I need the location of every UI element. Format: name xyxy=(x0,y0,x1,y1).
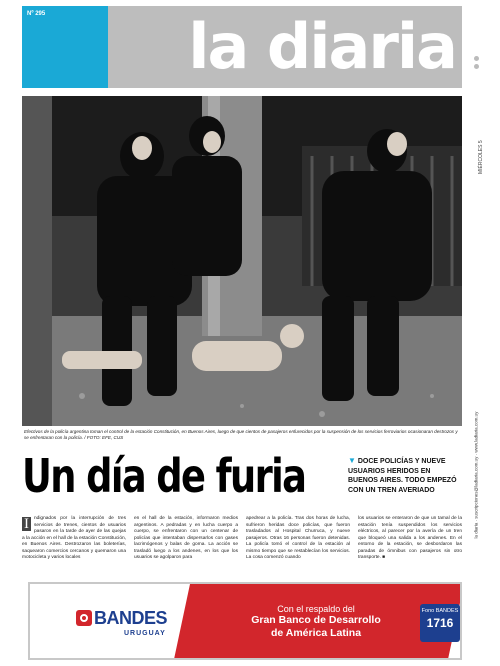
article-column-3: apedrear a la policía. Tras dos horas de lucha, sufrieron heridas doce policías, que fueron trasladados al Hospital Churruca, y nueve pasajeros. Otras 16 personas fueron detenidas. La policía tomó el control de la estación al mismo tiempo que se restablecían los servicios. La cosa comenzó cuando xyxy=(246,516,350,560)
masthead-cyan-block xyxy=(22,6,108,88)
headline-deck xyxy=(348,456,462,495)
side-strip xyxy=(466,6,494,660)
phone-badge-label: Fono BANDES xyxy=(421,608,459,614)
article-column-4: los usuarios se enteraron de que un tamal de la estación tenía suspendidos los servicios eléctricos, al parecer por la avería de un tren que bloqueó una salida a los andenes. En el entorno de la estación, se desbordaron las paradas de ómnibus con pasajeros sin otro transporte. ■ xyxy=(358,516,462,560)
article-column-2: en el hall de la estación, informaron medios argentinos. A pedradas y en lucha cuerpo a cuerpo, se enfrentaron con un centenar de policías que intentaban dispersarlos con gases lacrimógenos y balas de goma. La acción se trasladó luego a los andenes, en los que los usuarios se agolparon para xyxy=(134,516,238,560)
ad-brand-name: BANDES xyxy=(94,608,168,628)
main-headline[interactable]: Un día de furia xyxy=(22,449,306,503)
side-contact-info: la diaria · suscripciones@ladiaria.com.uy · www.ladiaria.com.uy xyxy=(473,411,479,539)
issue-number: Nº 295 xyxy=(27,11,46,17)
column-1-text: ndignados por la interrupción de tres servicios de trenes, cientos de usuarios pasaron en la tarde de ayer de las quejas a la acción en el hall de la estación Constitución, en Buenos Aires. Destrozaron las boleterías, saquearon comercios cercanos y quemaron una motocicleta y varios locales xyxy=(22,516,126,560)
photo-caption: Efectivos de la policía argentina toman el control de la estación Constitución, en Buenos Aires, luego de que cientos de pasajeros enfurecidos por la suspensión de los servicios ferroviarios ocasionaran destrozos y se enfrentaran con la policía. / FOTO: EFE, CUS xyxy=(24,429,458,440)
drop-cap: I xyxy=(24,516,29,532)
bullet-icon xyxy=(474,64,479,69)
bandes-advertisement[interactable] xyxy=(28,582,462,660)
newspaper-logo[interactable]: la diaria xyxy=(188,10,456,83)
phone-badge xyxy=(420,604,460,642)
ad-slogan-line-3: de América Latina xyxy=(270,627,362,639)
lead-photo xyxy=(22,96,462,426)
ad-logo-area xyxy=(30,584,198,658)
edition-date: MIÉRCOLES 5 xyxy=(478,140,484,174)
ad-slogan-line-1: Con el respaldo del xyxy=(277,604,355,614)
phone-badge-number: 1716 xyxy=(426,616,454,630)
deck-text: DOCE POLICÍAS Y NUEVE USUARIOS HERIDOS EN BUENOS AIRES. TODO EMPEZÓ CON UN TREN AVERIADO xyxy=(348,458,457,494)
bullet-icon xyxy=(474,56,479,61)
bandes-logo-icon xyxy=(76,610,92,626)
ad-brand-country: URUGUAY xyxy=(124,630,166,637)
ad-slogan xyxy=(226,604,406,640)
article-column-1 xyxy=(22,516,126,562)
ad-slogan-line-2: Gran Banco de Desarrollo xyxy=(251,614,381,626)
masthead xyxy=(22,6,462,88)
police-clash-photo xyxy=(22,96,462,426)
front-page xyxy=(22,6,462,660)
article-body xyxy=(22,516,462,562)
triangle-marker-icon: ▼ xyxy=(348,456,356,465)
